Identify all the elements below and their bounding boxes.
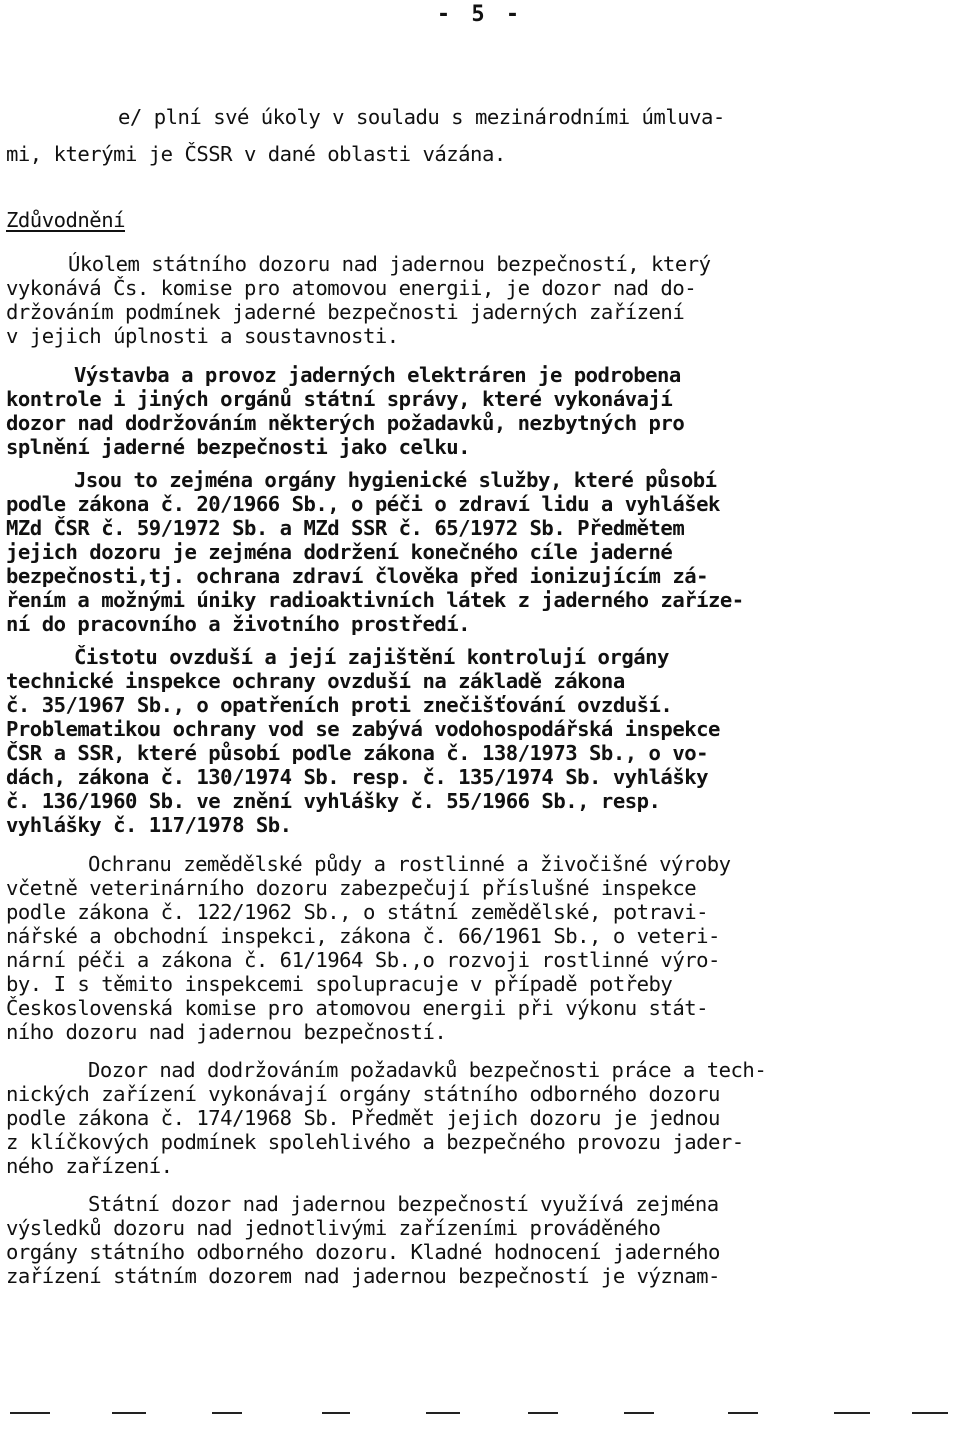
- text-line: držováním podmínek jaderné bezpečnosti jaderných zařízení: [6, 300, 685, 324]
- text-line: výsledků dozoru nad jednotlivými zařízeními prováděného: [6, 1216, 661, 1240]
- text-line: Čistotu ovzduší a její zajištění kontrolují orgány: [74, 645, 669, 669]
- text-line: nární péči a zákona č. 61/1964 Sb.,o rozvoji rostlinné výro-: [6, 948, 720, 972]
- text-line: bezpečnosti,tj. ochrana zdraví člověka před ionizujícím zá-: [6, 564, 709, 588]
- text-line: dozor nad dodržováním některých požadavků, nezbytných pro: [6, 411, 685, 435]
- text-line: ní do pracovního a životního prostředí.: [6, 612, 471, 636]
- text-line: jejich dozoru je zejména dodržení konečného cíle jaderné: [6, 540, 673, 564]
- section-heading: Zdůvodnění: [6, 208, 125, 232]
- text-line: mi, kterými je ČSSR v dané oblasti vázána.: [6, 142, 506, 166]
- text-line: splnění jaderné bezpečnosti jako celku.: [6, 435, 471, 459]
- text-line: Československá komise pro atomovou energii při výkonu stát-: [6, 996, 709, 1020]
- text-line: Ochranu zemědělské půdy a rostlinné a živočišné výroby: [88, 852, 731, 876]
- text-line: podle zákona č. 174/1968 Sb. Předmět jejich dozoru je jednou: [6, 1106, 720, 1130]
- text-line: Dozor nad dodržováním požadavků bezpečnosti práce a tech-: [88, 1058, 767, 1082]
- text-line: orgány státního odborného dozoru. Kladné hodnocení jaderného: [6, 1240, 720, 1264]
- text-line: by. I s těmito inspekcemi spolupracuje v případě potřeby: [6, 972, 673, 996]
- text-line: včetně veterinárního dozoru zabezpečují příslušné inspekce: [6, 876, 697, 900]
- text-line: nářské a obchodní inspekci, zákona č. 66/1961 Sb., o veteri-: [6, 924, 720, 948]
- text-line: č. 35/1967 Sb., o opatřeních proti znečišťování ovzduší.: [6, 693, 673, 717]
- text-line: Jsou to zejména orgány hygienické služby, které působí: [74, 468, 717, 492]
- text-line: č. 136/1960 Sb. ve znění vyhlášky č. 55/1966 Sb., resp.: [6, 789, 661, 813]
- text-line: ného zařízení.: [6, 1154, 173, 1178]
- text-line: Problematikou ochrany vod se zabývá vodohospodářská inspekce: [6, 717, 720, 741]
- text-line: MZd ČSR č. 59/1972 Sb. a MZd SSR č. 65/1972 Sb. Předmětem: [6, 516, 685, 540]
- text-line: řením a možnými úniky radioaktivních látek z jaderného zaříze-: [6, 588, 744, 612]
- footer-divider: [0, 1412, 960, 1416]
- text-line: dách, zákona č. 130/1974 Sb. resp. č. 135/1974 Sb. vyhlášky: [6, 765, 709, 789]
- text-line: podle zákona č. 20/1966 Sb., o péči o zdraví lidu a vyhlášek: [6, 492, 720, 516]
- text-line: technické inspekce ochrany ovzduší na základě zákona: [6, 669, 625, 693]
- text-line: zařízení státním dozorem nad jadernou bezpečností je význam-: [6, 1264, 720, 1288]
- text-line: vyhlášky č. 117/1978 Sb.: [6, 813, 292, 837]
- text-line: Státní dozor nad jadernou bezpečností využívá zejména: [88, 1192, 719, 1216]
- text-line: podle zákona č. 122/1962 Sb., o státní zemědělské, potravi-: [6, 900, 709, 924]
- text-line: ČSR a SSR, které působí podle zákona č. 138/1973 Sb., o vo-: [6, 741, 709, 765]
- text-line: kontrole i jiných orgánů státní správy, které vykonávají: [6, 387, 673, 411]
- text-line: Výstavba a provoz jaderných elektráren je podrobena: [74, 363, 681, 387]
- text-line: nických zařízení vykonávají orgány státního odborného dozoru: [6, 1082, 720, 1106]
- text-line: ního dozoru nad jadernou bezpečností.: [6, 1020, 447, 1044]
- text-line: z klíčkových podmínek spolehlivého a bezpečného provozu jader-: [6, 1130, 744, 1154]
- text-line: vykonává Čs. komise pro atomovou energii, je dozor nad do-: [6, 276, 697, 300]
- text-line: e/ plní své úkoly v souladu s mezinárodními úmluva-: [118, 105, 725, 129]
- text-line: Úkolem státního dozoru nad jadernou bezpečností, který: [68, 252, 711, 276]
- page-number: - 5 -: [436, 2, 524, 27]
- text-line: v jejich úplnosti a soustavnosti.: [6, 324, 399, 348]
